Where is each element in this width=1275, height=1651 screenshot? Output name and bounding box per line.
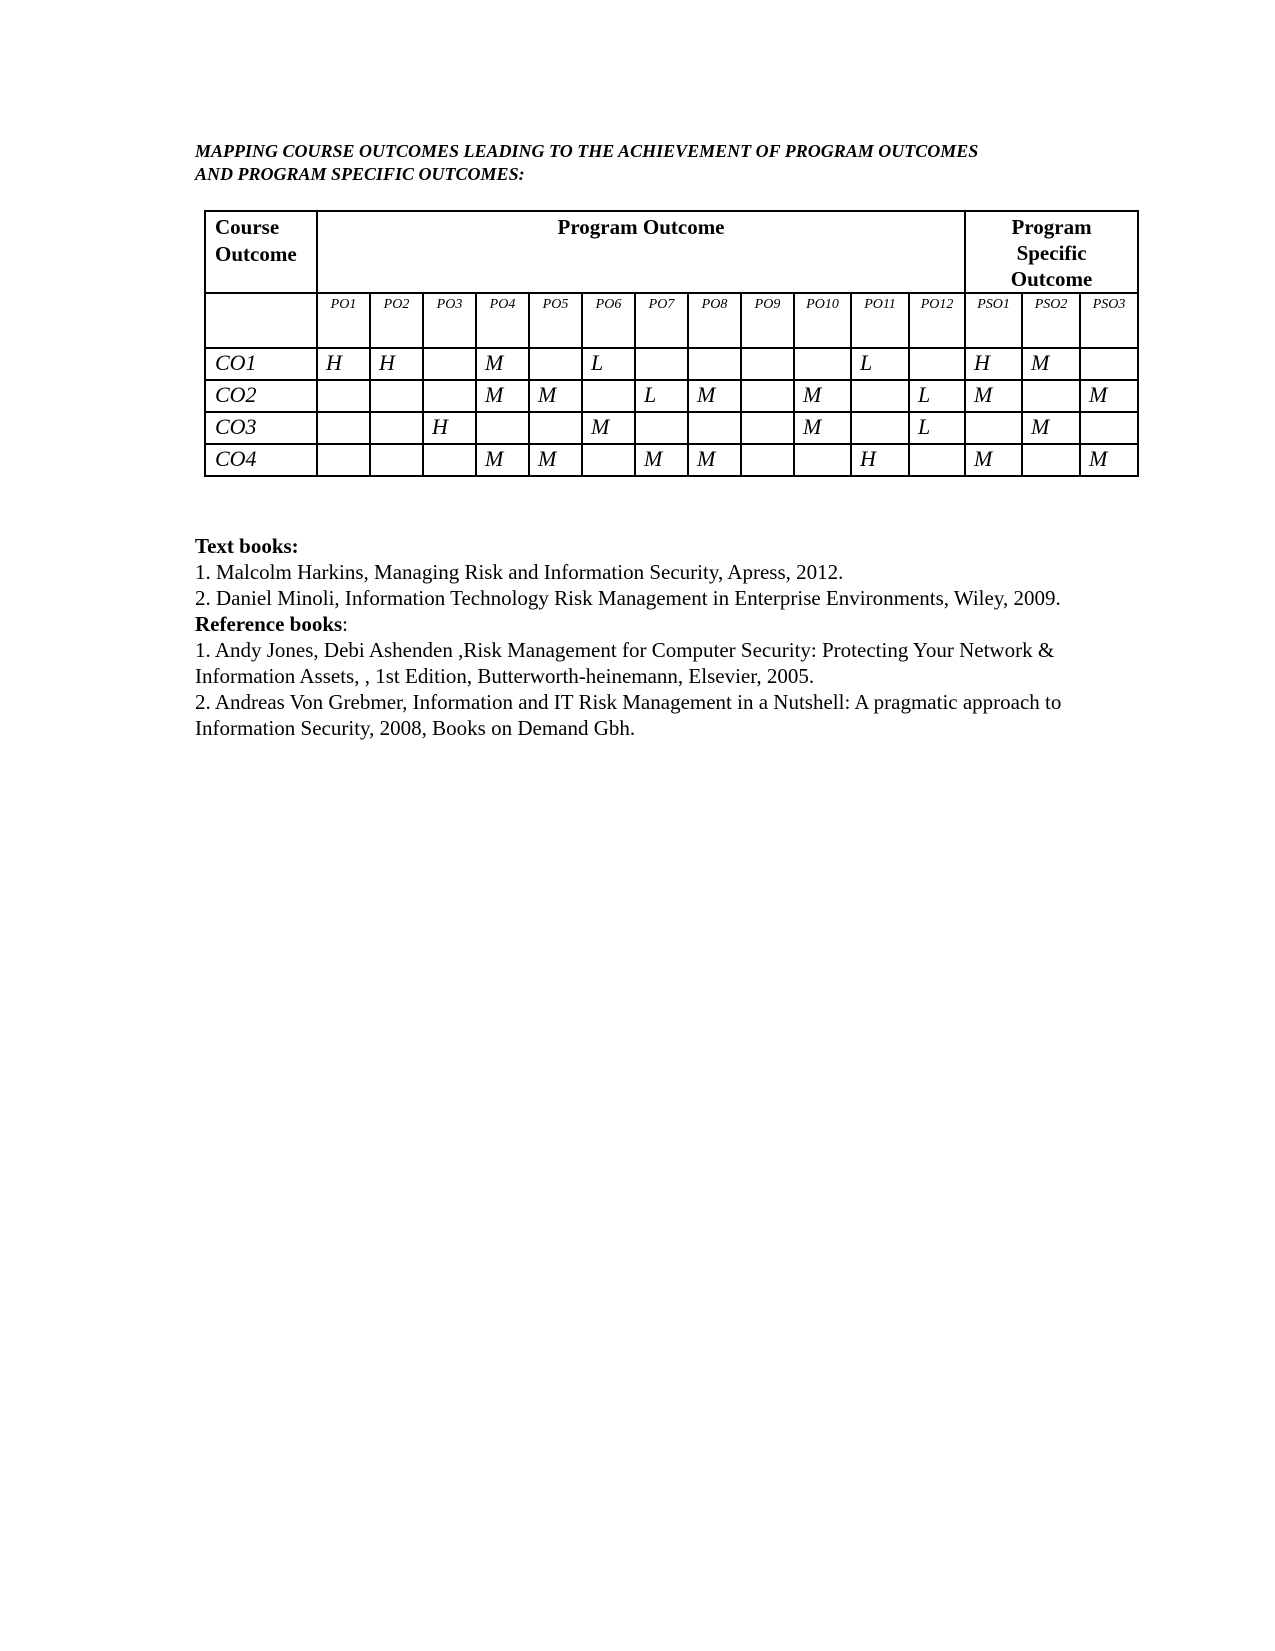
mapping-cell	[423, 380, 476, 412]
mapping-cell	[423, 444, 476, 476]
mapping-cell	[909, 348, 965, 380]
table-header-row	[205, 211, 1138, 293]
mapping-cell: M	[1080, 444, 1138, 476]
mapping-cell	[1022, 444, 1080, 476]
books-section	[195, 533, 1095, 741]
pso-header-line3: Outcome	[1010, 267, 1093, 291]
column-label-po6: PO6	[582, 293, 635, 348]
mapping-cell	[688, 348, 741, 380]
pso-header-line2: Specific	[1016, 241, 1087, 265]
mapping-cell: M	[582, 412, 635, 444]
mapping-cell	[635, 412, 688, 444]
program-outcome-header: Program Outcome	[317, 211, 965, 293]
mapping-cell: M	[529, 380, 582, 412]
mapping-cell	[529, 348, 582, 380]
mapping-cell: M	[1022, 348, 1080, 380]
column-label-po9: PO9	[741, 293, 794, 348]
column-label-po10: PO10	[794, 293, 851, 348]
column-label-po8: PO8	[688, 293, 741, 348]
mapping-cell	[635, 348, 688, 380]
table-row	[205, 380, 1138, 412]
mapping-cell: H	[370, 348, 423, 380]
course-outcome-label: CO1	[205, 348, 317, 380]
mapping-cell	[317, 444, 370, 476]
mapping-cell: M	[529, 444, 582, 476]
column-label-po4: PO4	[476, 293, 529, 348]
outcome-mapping-table	[204, 210, 1139, 477]
mapping-cell: M	[688, 444, 741, 476]
mapping-cell: M	[476, 380, 529, 412]
mapping-cell	[370, 412, 423, 444]
mapping-cell	[688, 412, 741, 444]
mapping-cell	[317, 412, 370, 444]
mapping-cell: M	[794, 412, 851, 444]
column-label-pso2: PSO2	[1022, 293, 1080, 348]
mapping-cell: L	[851, 348, 909, 380]
column-label-row	[205, 293, 1138, 348]
reference-books-title: Reference books	[195, 612, 343, 636]
mapping-cell	[529, 412, 582, 444]
mapping-cell: L	[909, 412, 965, 444]
column-label-pso3: PSO3	[1080, 293, 1138, 348]
mapping-cell: H	[965, 348, 1022, 380]
column-label-po11: PO11	[851, 293, 909, 348]
pso-header-line1: Program	[1011, 215, 1092, 239]
mapping-cell	[370, 380, 423, 412]
mapping-cell	[317, 380, 370, 412]
mapping-cell	[741, 348, 794, 380]
mapping-cell: L	[635, 380, 688, 412]
table-row	[205, 412, 1138, 444]
mapping-cell	[741, 444, 794, 476]
mapping-cell: L	[909, 380, 965, 412]
mapping-heading	[195, 140, 1095, 186]
mapping-cell: H	[317, 348, 370, 380]
text-book-item: 2. Daniel Minoli, Information Technology Risk Management in Enterprise Environments, Wiley, 2009.	[195, 586, 1061, 610]
course-outcome-label: CO4	[205, 444, 317, 476]
mapping-cell	[851, 412, 909, 444]
column-label-pso1: PSO1	[965, 293, 1022, 348]
mapping-cell	[423, 348, 476, 380]
course-outcome-header-line1: Course	[215, 215, 280, 239]
reference-books-colon: :	[342, 612, 349, 636]
mapping-cell	[476, 412, 529, 444]
column-label-po7: PO7	[635, 293, 688, 348]
column-label-po12: PO12	[909, 293, 965, 348]
mapping-cell	[370, 444, 423, 476]
course-outcome-label: CO2	[205, 380, 317, 412]
mapping-cell	[741, 380, 794, 412]
mapping-cell: M	[635, 444, 688, 476]
mapping-cell	[851, 380, 909, 412]
mapping-cell	[582, 444, 635, 476]
mapping-cell: H	[423, 412, 476, 444]
mapping-cell: M	[965, 444, 1022, 476]
mapping-cell	[794, 348, 851, 380]
mapping-cell	[1022, 380, 1080, 412]
column-label-po5: PO5	[529, 293, 582, 348]
reference-book-item: 2. Andreas Von Grebmer, Information and IT Risk Management in a Nutshell: A pragmatic approach to Information Security, 2008, Books on Demand Gbh.	[195, 690, 1062, 740]
column-label-po3: PO3	[423, 293, 476, 348]
mapping-cell: L	[582, 348, 635, 380]
mapping-cell: M	[794, 380, 851, 412]
table-row	[205, 444, 1138, 476]
mapping-cell	[1080, 412, 1138, 444]
reference-book-item: 1. Andy Jones, Debi Ashenden ,Risk Management for Computer Security: Protecting Your Network & Information Assets, , 1st Edition, Butterworth-heinemann, Elsevier, 2005.	[195, 638, 1055, 688]
mapping-heading-line2: AND PROGRAM SPECIFIC OUTCOMES:	[195, 164, 525, 184]
mapping-cell: M	[476, 348, 529, 380]
text-books-title: Text books:	[195, 534, 299, 558]
program-specific-outcome-header	[965, 211, 1138, 293]
mapping-cell: M	[476, 444, 529, 476]
mapping-cell: M	[688, 380, 741, 412]
mapping-cell: H	[851, 444, 909, 476]
mapping-cell	[582, 380, 635, 412]
mapping-cell	[965, 412, 1022, 444]
course-outcome-header	[205, 211, 317, 293]
text-book-item: 1. Malcolm Harkins, Managing Risk and Information Security, Apress, 2012.	[195, 560, 844, 584]
course-outcome-header-line2: Outcome	[215, 242, 297, 266]
mapping-cell: M	[1022, 412, 1080, 444]
mapping-cell	[1080, 348, 1138, 380]
mapping-heading-line1: MAPPING COURSE OUTCOMES LEADING TO THE ACHIEVEMENT OF PROGRAM OUTCOMES	[195, 141, 979, 161]
column-label-po2: PO2	[370, 293, 423, 348]
course-outcome-label: CO3	[205, 412, 317, 444]
column-label-po1: PO1	[317, 293, 370, 348]
mapping-cell	[794, 444, 851, 476]
mapping-cell	[909, 444, 965, 476]
mapping-cell: M	[1080, 380, 1138, 412]
reference-books-heading	[195, 611, 1095, 637]
column-label-blank	[205, 293, 317, 348]
table-row	[205, 348, 1138, 380]
mapping-cell	[741, 412, 794, 444]
mapping-cell: M	[965, 380, 1022, 412]
